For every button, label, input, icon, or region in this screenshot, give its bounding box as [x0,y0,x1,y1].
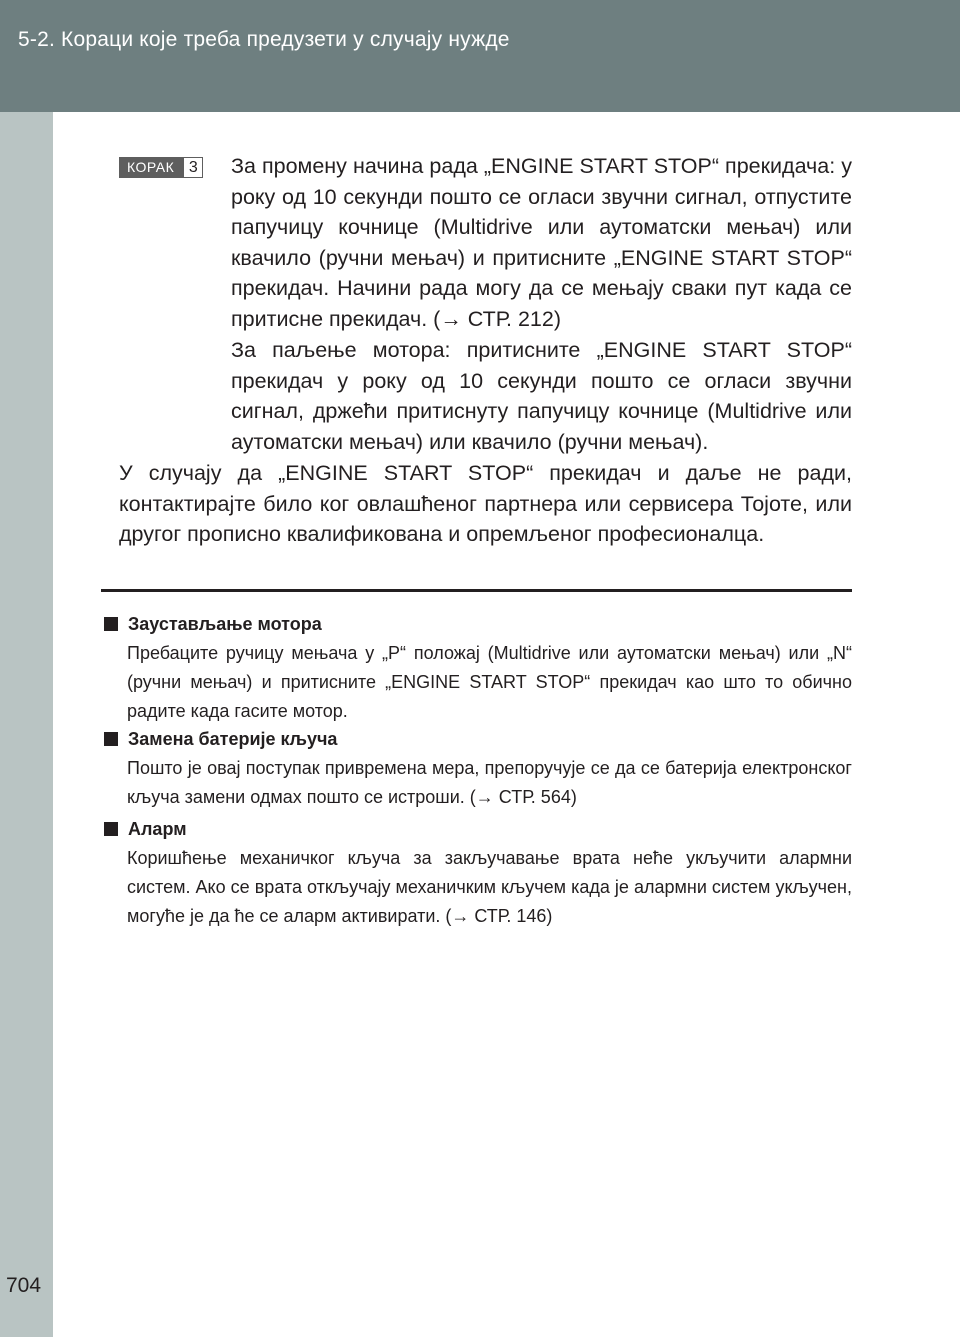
step-paragraph-1: За промену начина рада „ENGINE START STOP“ прекидача: у року од 10 секунди пошто се огласи звучни сигнал, отпустите папучицу кочнице (Multidrive или аутоматски мењач) или квачило (ручни мењач) и притисните „ENGINE START STOP“ прекидач. Начини рада могу да се мењају сваки пут када се притисне прекидач. (→ СТР. 212) [231,154,852,331]
section-alarm [104,816,852,931]
square-bullet-icon [104,732,118,746]
step-paragraph-2: За паљење мотора: притисните „ENGINE START STOP“ прекидач у року од 10 секунди пошто се огласи звучни сигнал, држећи притиснуту папучицу кочнице (Multidrive или аутоматски мењач) или квачило (ручни мењач). [231,338,852,454]
section-title: 5-2. Кораци које треба предузети у случају нужде [18,28,510,51]
section-heading [104,611,852,637]
section-heading-text: Замена батерије кључа [128,729,338,749]
divider [101,589,852,592]
page-number: 704 [6,1274,42,1297]
section-body: Коришћење механичког кључа за закључавање врата неће укључити алармни систем. Ако се врата откључају механичким кључем када је алармни систем укључен, могуће је да ће се аларм активирати. (→ СТР. 146) [127,848,852,926]
section-body: Пребаците ручицу мењача у „P“ положај (Multidrive или аутоматски мењач) или „N“ (ручни мењач) и притисните „ENGINE START STOP“ прекидач као што то обично радите када гасите мотор. [127,643,852,721]
section-body: Пошто је овај поступак привремена мера, препоручује се да се батерија електронског кључа замени одмах пошто се истроши. (→ СТР. 564) [127,758,852,807]
section-stop-engine [104,611,852,726]
square-bullet-icon [104,617,118,631]
step-number: 3 [183,157,203,178]
step-badge [119,157,203,178]
section-heading [104,726,852,752]
section-heading [104,816,852,842]
left-margin-band [0,112,53,1337]
section-heading-text: Заустављање мотора [128,614,322,634]
section-key-battery [104,726,852,812]
contact-paragraph: У случају да „ENGINE START STOP“ прекидач и даље не ради, контактирајте било ког овлашћеног партнера или сервисера Тојоте, или другог прописно квалификована и опремљеног професионалца. [119,461,852,546]
header-band [0,0,960,112]
section-heading-text: Аларм [128,819,187,839]
square-bullet-icon [104,822,118,836]
step-label: КОРАК [119,157,183,178]
